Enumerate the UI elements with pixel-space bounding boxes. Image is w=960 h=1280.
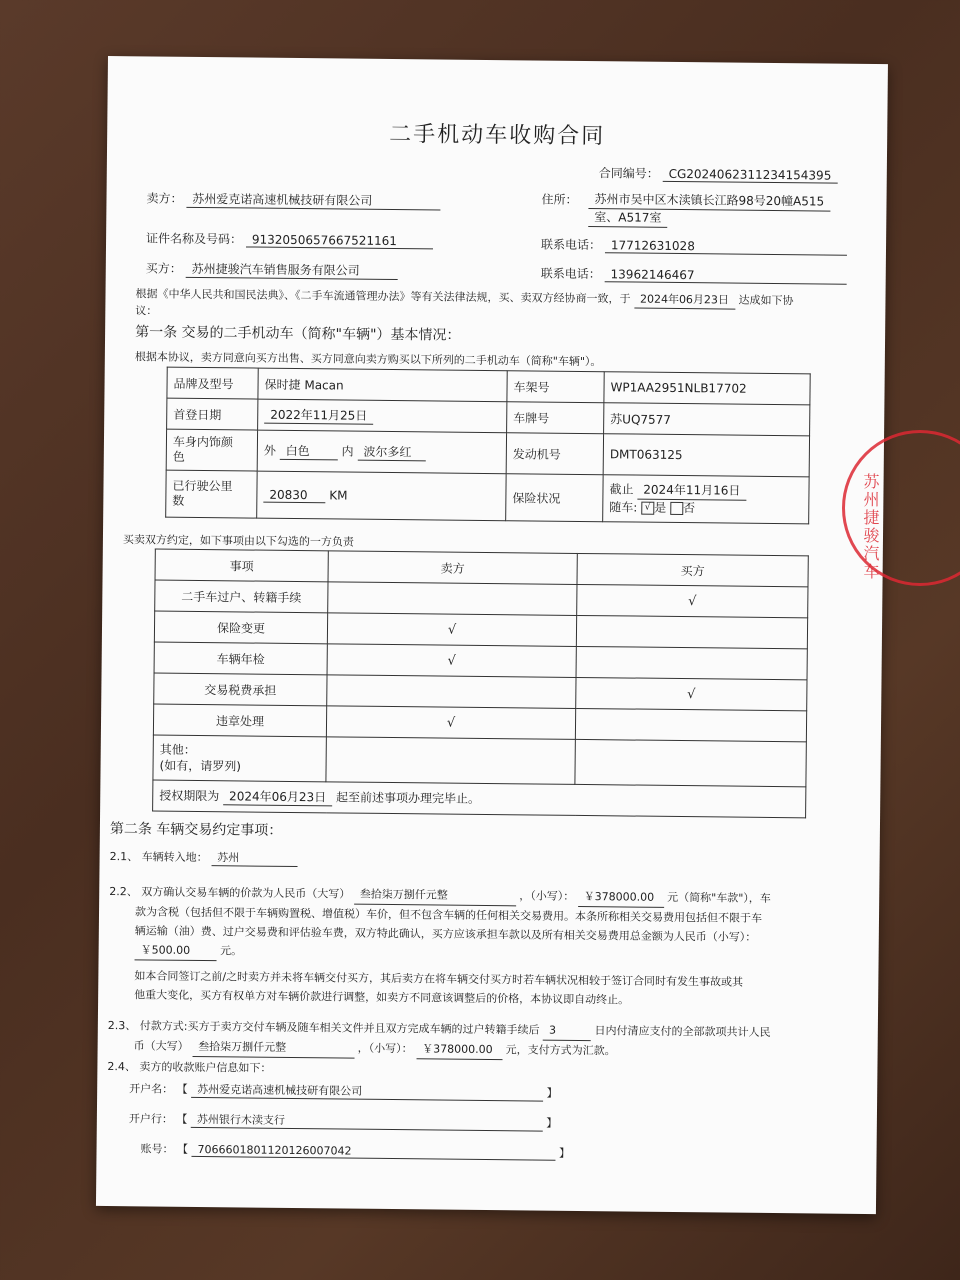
- mileage-label-1: 已行驶公里: [172, 478, 233, 494]
- duty-header-buyer: 买方: [577, 553, 808, 586]
- address-line-1: 苏州市吴中区木渎镇长江路98号20幢A515: [588, 191, 830, 212]
- clause-2-4-no: 2.4、: [107, 1060, 136, 1074]
- bank-name-label: 开户名：: [129, 1082, 174, 1096]
- buyer-row: [146, 259, 398, 280]
- insurance-until-label: 截止: [609, 481, 634, 497]
- duty-seller-mark: √: [327, 644, 576, 678]
- buyer-value: 苏州捷骏汽车销售服务有限公司: [186, 260, 398, 280]
- duty-buyer-mark: √: [576, 677, 807, 710]
- clause-2-1-label: 车辆转入地：: [141, 850, 208, 865]
- inner-label: 内: [341, 444, 354, 459]
- basis-date: 2024年06月23日: [634, 292, 735, 310]
- bracket-open: 【: [176, 1112, 188, 1126]
- page-title: 二手机动车收购合同: [389, 121, 606, 150]
- clause-2-3-text-c: 币（大写）: [133, 1039, 189, 1053]
- buyer-phone-label: 联系电话：: [540, 266, 601, 282]
- contract-no-label: 合同编号：: [598, 166, 659, 181]
- engine-label: 发动机号: [506, 433, 603, 475]
- bracket-open: 【: [176, 1082, 188, 1096]
- brand-value: 保时捷 Macan: [258, 368, 507, 402]
- duty-buyer-mark: [576, 646, 807, 679]
- fee-value: ￥500.00: [135, 940, 217, 961]
- color-label-1: 车身内饰颜: [172, 434, 234, 450]
- deadline-value: 2024年06月23日: [223, 787, 332, 806]
- clause-2-2: [109, 882, 771, 967]
- clause-2-3-text-a: 付款方式:买方于卖方交付车辆及随车相关文件并且双方完成车辆的过户转籍手续后: [139, 1019, 540, 1037]
- address-label: 住所：: [541, 192, 578, 207]
- other-label-1: 其他：: [159, 742, 196, 757]
- seller-value: 苏州爱克诺高速机械技研有限公司: [186, 190, 440, 211]
- duty-seller-mark: [327, 675, 576, 709]
- contract-page: [96, 56, 888, 1214]
- plate-value: 苏UQ7577: [604, 403, 810, 436]
- agree-intro: 买卖双方约定，如下事项由以下勾选的一方负责: [122, 533, 354, 549]
- seller-row: [146, 189, 440, 210]
- mileage-unit: KM: [329, 487, 348, 503]
- vehicle-table: [165, 367, 811, 525]
- id-row: [146, 229, 433, 249]
- with-car-label: 随车:: [609, 499, 638, 515]
- duty-table: [152, 549, 809, 819]
- duty-other: [153, 735, 326, 782]
- price-numeric: ￥378000.00: [578, 887, 664, 908]
- duty-item: 二手车过户、转籍手续: [155, 580, 328, 613]
- clause-2-2-p2-line-2: 他重大变化，买方有权单方对车辆价款进行调整，如卖方不同意该调整后的价格，本协议即自动终止。: [134, 988, 630, 1007]
- insurance-until-value: 2024年11月16日: [637, 481, 746, 500]
- vin-label: 车架号: [507, 371, 604, 403]
- bank-branch-label: 开户行：: [128, 1112, 173, 1126]
- clause-2-2-text-b: ，（小写）：: [519, 889, 575, 903]
- bracket-close: 】: [546, 1086, 558, 1100]
- bank-account-value: 7066601801120126007042: [191, 1143, 555, 1161]
- payment-uppercase: 叁拾柒万捌仟元整: [192, 1037, 354, 1059]
- clause-2-2-line-2: 款为含税（包括但不限于车辆购置税、增值税）车价，但不包含车辆的任何相关交易费用。本条所称相关交易费用包括但不限于车: [134, 905, 763, 925]
- duty-buyer-mark: [576, 615, 807, 648]
- color-values: [257, 430, 506, 474]
- duty-buyer-mark: [575, 708, 806, 741]
- mileage-cell: [257, 471, 506, 521]
- address-line-2: 室、A517室: [588, 209, 667, 228]
- brand-label: 品牌及型号: [167, 367, 258, 399]
- bracket-open: 【: [176, 1142, 189, 1156]
- contract-number: [599, 164, 838, 183]
- basis-paragraph: [135, 286, 793, 326]
- vin-value: WP1AA2951NLB17702: [604, 372, 810, 405]
- clause-2-3-no: 2.3、: [107, 1019, 137, 1033]
- duty-header-item: 事项: [155, 549, 328, 582]
- clause-2-4-title: 卖方的收款账户信息如下：: [139, 1060, 272, 1075]
- clause-2-2-text-a: 双方确认交易车辆的价款为人民币（大写）: [141, 885, 351, 901]
- duty-header-seller: 卖方: [328, 551, 577, 585]
- clause-2-2-text-c: 元（简称"车款"），车: [667, 890, 771, 905]
- color-label: [166, 429, 257, 471]
- duty-buyer-mark: √: [577, 584, 808, 617]
- outer-label: 外: [263, 443, 276, 458]
- clause-2-1-no: 2.1、: [109, 850, 139, 864]
- reg-date-label: 首登日期: [167, 398, 258, 430]
- basis-text-a: 根据《中华人民共和国民法典》、《二手车流通管理办法》等有关法律法规，买、卖双方经协商一致，于: [135, 287, 631, 306]
- article1-intro: 根据本协议，卖方同意向买方出售、买方同意向卖方购买以下所列的二手机动车（简称"车辆"）。: [134, 350, 602, 369]
- bank-name-row: [129, 1080, 558, 1101]
- duty-seller-mark: [328, 582, 577, 616]
- bank-name-value: 苏州爱克诺高速机械技研有限公司: [191, 1081, 543, 1102]
- seller-phone-value: 17712631028: [605, 238, 847, 256]
- clause-2-3-text-d: ，（小写）：: [357, 1041, 413, 1056]
- no-label: 否: [682, 500, 696, 515]
- clause-2-3: [108, 1016, 771, 1063]
- reg-date-value: 2022年11月25日: [264, 406, 373, 425]
- clause-2-3-text-b: 日内付清应支付的全部款项共计人民: [594, 1024, 771, 1039]
- clause-2-4: [107, 1058, 271, 1076]
- insurance-label: 保险状况: [506, 474, 603, 522]
- id-label: 证件名称及号码：: [146, 231, 243, 247]
- duty-item: 违章处理: [153, 704, 326, 737]
- inner-color: 波尔多红: [357, 443, 425, 462]
- yes-checkbox: √: [641, 501, 654, 514]
- duty-other-seller: [326, 737, 575, 785]
- duty-seller-mark: √: [326, 706, 575, 740]
- seal-text: 苏州捷骏汽车: [861, 473, 880, 581]
- color-label-2: 色: [172, 449, 185, 464]
- mileage-label-2: 数: [172, 493, 185, 508]
- bank-branch-value: 苏州银行木渎支行: [191, 1111, 543, 1132]
- clause-2-1: [110, 848, 298, 867]
- clause-2-1-value: 苏州: [211, 849, 297, 867]
- clause-2-2-paragraph-2: [134, 966, 743, 1010]
- clause-2-3-text-e: 元，支付方式为汇款。: [505, 1043, 616, 1058]
- engine-value: DMT063125: [603, 434, 809, 477]
- seller-label: 卖方：: [146, 191, 183, 206]
- duty-item: 保险变更: [154, 611, 327, 644]
- mileage-value: 20830: [263, 487, 325, 503]
- bracket-close: 】: [558, 1146, 571, 1160]
- insurance-cell: [603, 475, 809, 524]
- fee-unit: 元。: [220, 944, 243, 958]
- id-value: 9132050657667521161: [246, 232, 433, 249]
- bank-account-label: 账号：: [140, 1142, 174, 1156]
- bank-account-row: [140, 1140, 570, 1160]
- article1-title: 第一条 交易的二手机动车（简称"车辆"）基本情况：: [135, 324, 461, 344]
- plate-label: 车牌号: [507, 402, 604, 434]
- bank-branch-row: [129, 1110, 558, 1131]
- bracket-close: 】: [546, 1116, 558, 1130]
- duty-other-buyer: [575, 739, 806, 786]
- mileage-label: [166, 470, 257, 518]
- deadline-tail: 起至前述事项办理完毕止。: [335, 790, 481, 806]
- contract-no-value: CG2024062311234154395: [663, 167, 838, 184]
- duty-seller-mark: √: [327, 613, 576, 647]
- basis-text-c: 议：: [135, 304, 158, 318]
- clause-2-2-no: 2.2、: [109, 885, 138, 899]
- buyer-phone-row: [541, 265, 847, 285]
- buyer-phone-value: 13962146467: [605, 267, 847, 285]
- yes-label: 是: [654, 500, 667, 515]
- clause-2-2-p2-line-1: 如本合同签订之前/之时卖方并未将车辆交付买方，其后卖方在将车辆交付买方时若车辆状况相较于签订合同时有发生事故或其: [134, 969, 744, 989]
- outer-color: 白色: [280, 442, 338, 461]
- duty-deadline: [153, 780, 806, 818]
- address-value: [588, 191, 830, 230]
- article2-title: 第二条 车辆交易约定事项：: [109, 821, 283, 839]
- seller-phone-label: 联系电话：: [540, 237, 602, 253]
- payment-numeric: ￥378000.00: [416, 1039, 502, 1060]
- basis-text-b: 达成如下协: [738, 293, 794, 308]
- clause-2-2-line-3: 辆运输（油）费、过户交易费和评估验车费，双方特此确认，买方应该承担车款以及所有相关交易费用总金额为人民币（小写）：: [134, 924, 757, 944]
- duty-item: 车辆年检: [154, 642, 327, 675]
- buyer-label: 买方：: [145, 261, 182, 276]
- seller-phone-row: [541, 236, 847, 256]
- deadline-label: 授权期限为: [159, 788, 220, 804]
- other-label-2: (如有，请罗列): [159, 758, 242, 774]
- payment-days: 3: [543, 1021, 591, 1042]
- duty-item: 交易税费承担: [154, 673, 327, 706]
- no-checkbox: [670, 501, 683, 514]
- price-uppercase: 叁拾柒万捌仟元整: [354, 885, 516, 907]
